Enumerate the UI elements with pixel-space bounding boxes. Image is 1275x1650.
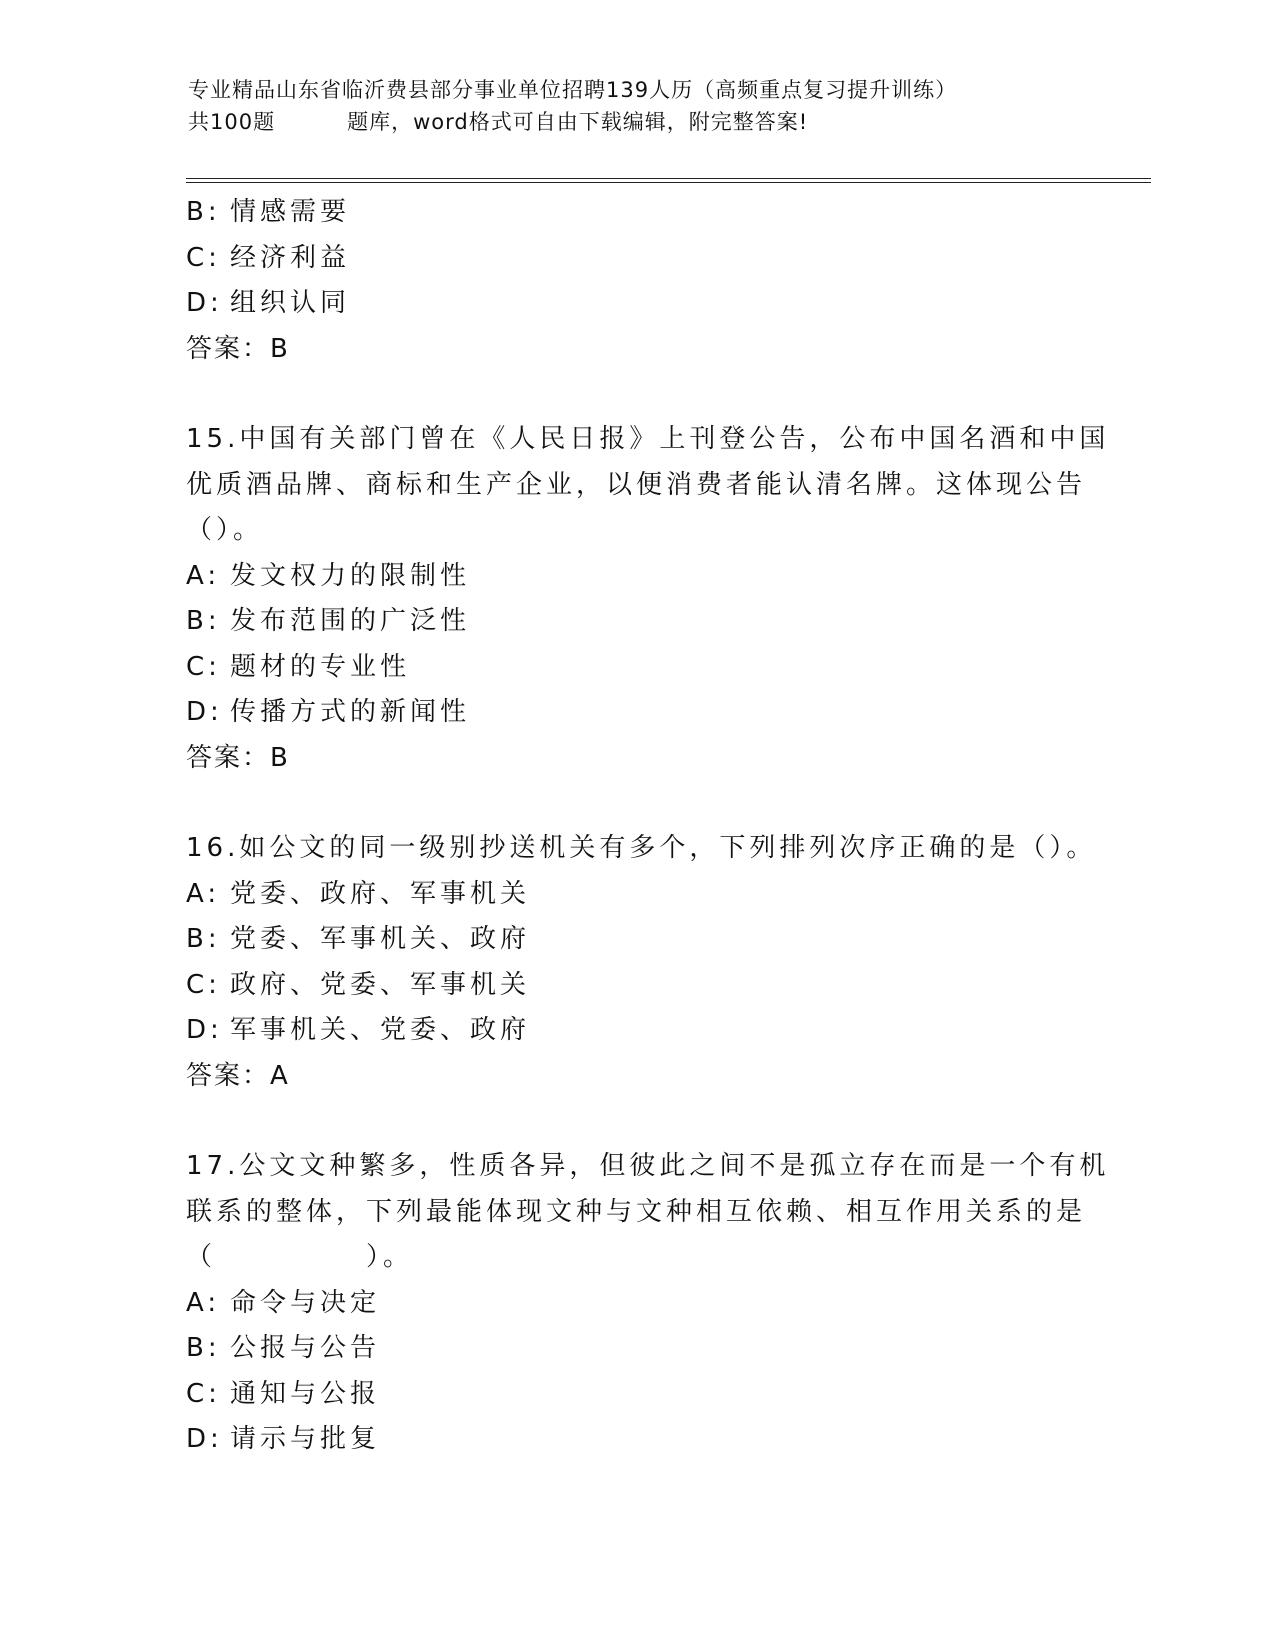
option-key: C: [186, 1378, 221, 1409]
question-text-line: （ ）。 [186, 1242, 414, 1272]
document-header [188, 74, 1148, 138]
option-text: 政府、党委、军事机关 [230, 969, 531, 1000]
answer: 答案：B [186, 742, 290, 773]
option-text: 党委、军事机关、政府 [230, 924, 531, 954]
option-a [186, 554, 1086, 600]
header-question-count: 共100题 [188, 110, 276, 134]
option-b [186, 917, 1086, 963]
option-c [186, 1372, 1086, 1418]
header-subtitle [188, 106, 1148, 138]
page-content [186, 190, 1110, 1463]
previous-question-tail [186, 190, 1086, 372]
option-text: 公报与公告 [230, 1333, 381, 1363]
option-d [186, 690, 1086, 736]
option-key: C: [186, 651, 221, 682]
option-text: 命令与决定 [230, 1287, 381, 1318]
option-b [186, 599, 1086, 645]
option-key: D: [186, 697, 223, 727]
option-text: 请示与批复 [230, 1424, 381, 1454]
header-divider-bottom [186, 182, 1151, 183]
option-d [186, 281, 1086, 327]
option-d [186, 1417, 1086, 1463]
header-description: 题库，word格式可自由下载编辑，附完整答案! [347, 110, 809, 134]
option-a [186, 1281, 1086, 1327]
question-text-line: 16.如公文的同一级别抄送机关有多个，下列排列次序正确的是（）。 [186, 833, 1097, 863]
question-text-line: 联系的整体，下列最能体现文种与文种相互依赖、相互作用关系的是 [186, 1196, 1087, 1227]
option-key: D: [186, 1015, 223, 1045]
question-17 [186, 1144, 1110, 1463]
option-a [186, 872, 1086, 918]
header-title: 专业精品山东省临沂费县部分事业单位招聘139人历（高频重点复习提升训练） [188, 78, 958, 102]
option-text: 情感需要 [230, 197, 351, 227]
option-b [186, 1326, 1086, 1372]
option-text: 发布范围的广泛性 [230, 606, 471, 636]
answer: 答案：B [186, 333, 290, 364]
question-text-line: （）。 [186, 515, 264, 545]
option-key: C: [186, 242, 221, 273]
option-b [186, 190, 1086, 236]
question-16 [186, 826, 1097, 1099]
option-key: A: [186, 1287, 221, 1318]
option-key: D: [186, 288, 223, 318]
option-c [186, 236, 1086, 282]
header-divider-top [186, 178, 1151, 179]
option-key: A: [186, 560, 221, 591]
option-key: B: [186, 924, 221, 954]
option-c [186, 963, 1086, 1009]
option-key: B: [186, 606, 221, 636]
question-text-line: 15.中国有关部门曾在《人民日报》上刊登公告，公布中国名酒和中国 [186, 424, 1110, 454]
option-text: 军事机关、党委、政府 [230, 1015, 531, 1045]
option-key: D: [186, 1424, 223, 1454]
option-text: 党委、政府、军事机关 [230, 878, 531, 909]
option-text: 组织认同 [230, 288, 351, 318]
option-c [186, 645, 1086, 691]
question-text-line: 优质酒品牌、商标和生产企业，以便消费者能认清名牌。这体现公告 [186, 469, 1087, 500]
option-d [186, 1008, 1086, 1054]
option-text: 发文权力的限制性 [230, 560, 471, 591]
option-text: 题材的专业性 [230, 651, 411, 682]
option-key: A: [186, 878, 221, 909]
option-key: C: [186, 969, 221, 1000]
option-text: 传播方式的新闻性 [230, 697, 471, 727]
option-text: 通知与公报 [230, 1378, 381, 1409]
option-key: B: [186, 1333, 221, 1363]
question-text-line: 17.公文文种繁多，性质各异，但彼此之间不是孤立存在而是一个有机 [186, 1151, 1110, 1181]
option-text: 经济利益 [230, 242, 351, 273]
answer: 答案：A [186, 1060, 290, 1091]
option-key: B: [186, 197, 221, 227]
question-15 [186, 417, 1110, 781]
